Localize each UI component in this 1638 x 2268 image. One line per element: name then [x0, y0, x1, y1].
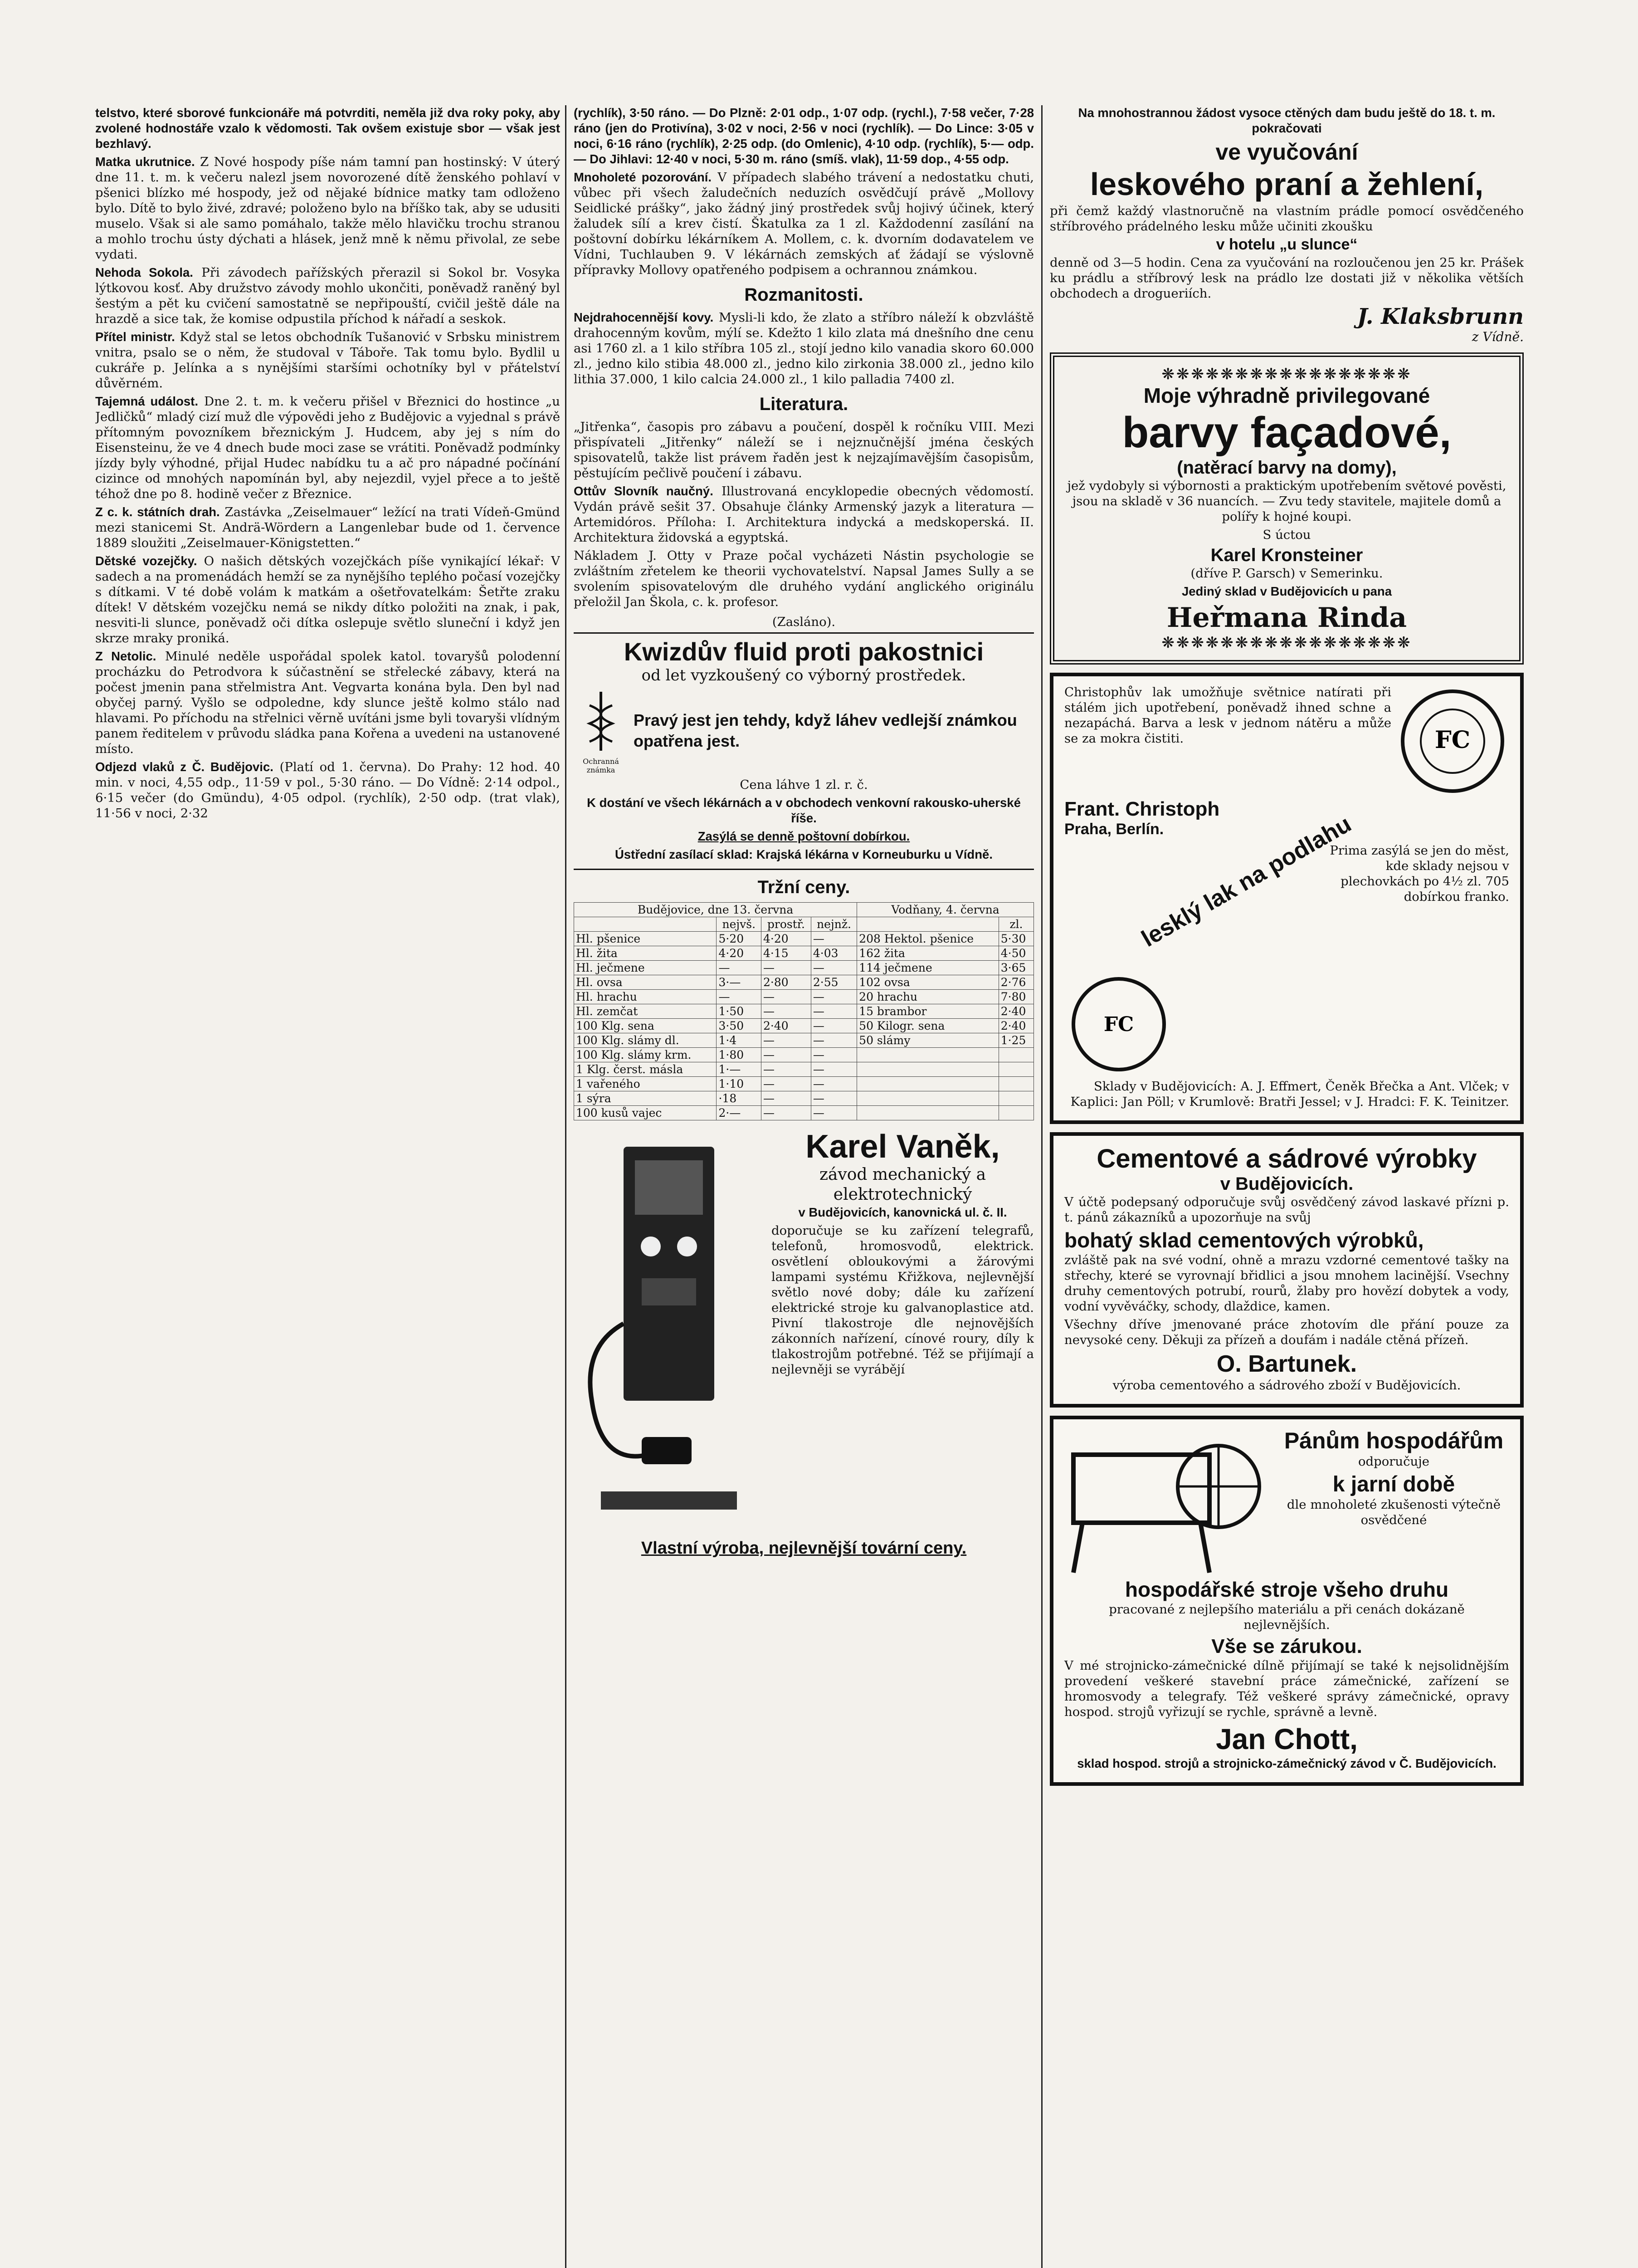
market-cell: 100 kusů vajec	[574, 1106, 717, 1120]
market-body	[574, 932, 1034, 1120]
market-cell: Hl. zemčat	[574, 1004, 717, 1019]
article-title: Z c. k. státních drah.	[95, 505, 220, 519]
rinda-uctou: S úctou	[1263, 528, 1311, 542]
market-cell: 1·25	[999, 1033, 1034, 1048]
market-cell: 7·80	[999, 990, 1034, 1004]
article-text: Když stal se letos obchodník Tušanović v Srbsku ministrem vnitra, psalo se o něm, že studoval v Táboře. Tak tomu bylo. Bydlil u cukráře p. Jelínka a s nynějšími staršími ochotníky byl v přátelství důvěrném.	[95, 330, 560, 391]
market-cell: 1·10	[717, 1077, 761, 1091]
market-cell: 3·65	[999, 961, 1034, 975]
article	[95, 329, 560, 391]
chott-heading: Pánům hospodářům	[1284, 1428, 1504, 1453]
market-cell	[857, 1077, 999, 1091]
market-cell: Hl. ječmene	[574, 961, 717, 975]
market-cell: 1 Klg. čerst. másla	[574, 1062, 717, 1077]
market-cell: 3·—	[717, 975, 761, 990]
train-schedule: (rychlík), 3·50 ráno. — Do Plzně: 2·01 odp., 1·07 odp. (rychl.), 7·58 večer, 7·28 ráno (jen do Protivína), 3·02 v noci, 2·56 v noci (rychlík). — Do Lince: 3·05 v noci, 6·16 ráno (rychlík), 2·25 odp. (do Omlenic), 4·10 odp. (rychlík), 5·— odp. — Do Jihlavi: 12·40 v noci, 5·30 m. ráno (smíš. vlak), 11·59 dop., 4·55 odp.	[574, 106, 1034, 166]
christoph-seal-icon	[1396, 684, 1509, 798]
market-cell: 1·80	[717, 1048, 761, 1062]
market-table: Budějovice, dne 13. června Vodňany, 4. června nejvš. prostř. nejnž. zl. Hl. pšenice 5·20 4·20 — 208 Hektol. pšenice 5·30 Hl. žita 4·20 4·15 4·03 162 žita 4·50 Hl. ječmene — — — 114 ječmene 3·65 Hl. ovsa 3·— 2·80 2·55 102 ovsa 2·76 Hl. hrachu — — — 20 hrachu 7·80 Hl. zemčat 1·50 — — 15 brambor 2·40 100 Klg. sena 3·50 2·40 — 50 Kilogr. sena 2·40 100 Klg. slámy dl. 1·4 — — 50 slámy 1·25 100 Klg. slámy krm. 1·80 — — 1 Klg. čerst. másla 1·— — — 1 vařeného 1·10 — — 1 sýra ·18 — — 100 kusů vajec 2·— — —	[574, 902, 1034, 1120]
market-cell: 50 Kilogr. sena	[857, 1019, 999, 1033]
article-title: Odjezd vlaků z Č. Budějovic.	[95, 760, 273, 774]
market-row	[574, 946, 1034, 961]
article-text: Dne 2. t. m. k večeru přišel v Březnici do hostince „u Jedličků“ mladý cizí muž dle výpovědi jeho z Budějovic a vyjednal s právě přítomným povozníkem březnickým J. Hudcem, aby jej s ním do Eisensteinu, že ve 4 dnech bude moci zase se vrátiti. Poněvadž podmínky jízdy byly výhodné, přijal Hudec nabídku tu a ač pro nápadné počínání cizince od mnohých napomínán byl, aby nejezdil, vyjel přece a to ještě téhož dne po 8. hodině večer z Březnice.	[95, 394, 560, 501]
article-title: Přítel ministr.	[95, 330, 175, 344]
telephone-illustration	[574, 1129, 764, 1539]
market-cell: 1 vařeného	[574, 1077, 717, 1091]
article-text: (Platí od 1. června). Do Prahy: 12 hod. 40 min. v noci, 4,55 odp., 11·59 v pol., 5·30 ráno. — Do Vídně: 2·14 odpol., 6·15 večer (do Gmündu), 4·05 odpol. (rychlík), 2·50 odp. (trat vlak), 11·56 v noci, 2·32	[95, 760, 560, 821]
rinda-subtitle: (natěrací barvy na domy),	[1177, 458, 1397, 478]
market-cell: —	[761, 1004, 811, 1019]
chott-text2: pracované z nejlepšího materiálu a při cenách dokázaně nejlevnějších.	[1109, 1602, 1465, 1632]
bartunek-text1: V účtě podepsaný odporučuje svůj osvědčený závod laskavé přízni p. t. pánů zákazníků a upozorňuje na svůj	[1064, 1195, 1509, 1225]
article-title: Ottův Slovník naučný.	[574, 484, 713, 498]
column-rule	[565, 105, 566, 2268]
market-row	[574, 1048, 1034, 1062]
kwizda-price: Cena láhve 1 zl. r. č.	[740, 777, 868, 792]
article-text: Mysli-li kdo, že zlato a stříbro náleží k obzvláště drahocenným kovům, mýlí se. Kdežto 1 kilo zlata má dnešního dne cenu asi 1760 zl. a 1 kilo stříbra 105 zl., stojí jedno kilo vanadia skoro 60.000 zl., jedno kilo stibia 48.000 zl., jedno kilo zirkonia 38.000 zl., jedno kilo lithia 37.000, 1 kilo calcia 24.000 zl., 1 kilo palladia 7400 zl.	[574, 310, 1034, 386]
kwizda-ad	[574, 632, 1034, 870]
section-heading-market: Tržní ceny.	[757, 877, 850, 897]
intro-text: telstvo, které sborové funkcionáře má potvrditi, neměla již dva roky poky, aby zvolené hodnostáře vzalo k vědomosti. Tak ovšem existuje sbor — však jest bezhlavý.	[95, 106, 560, 151]
market-cell: 5·20	[717, 932, 761, 946]
rinda-name: Karel Kronsteiner	[1210, 545, 1363, 565]
market-cell: —	[811, 1091, 857, 1106]
vanek-footer: Vlastní výroba, nejlevnější tovární ceny.	[641, 1539, 967, 1558]
zaslano-label: (Zasláno).	[772, 615, 836, 629]
market-cell: 1·50	[717, 1004, 761, 1019]
column-rule	[1041, 105, 1043, 2268]
market-cell: —	[761, 1077, 811, 1091]
market-cell: 2·55	[811, 975, 857, 990]
market-cell: —	[811, 1048, 857, 1062]
market-cell: —	[811, 961, 857, 975]
market-row	[574, 1019, 1034, 1033]
article-text: Minulé neděle uspořádal spolek katol. tovaryšů polodenní procházku do Petrodvora k súčastnění se střelecké zábavy, která na počest jmenin pana střelmistra Ant. Vegvarta konána byla. Den byl nad obyčej parný. Vyšlo se odpoledne, kdy slunce ještě kolmo stálo nad hlavami. Po příchodu na střelnici věrně uvítáni jsme byli tovaryši vlídným panem ředitelem v průvodu sládka pana Kořena a uvedeni na ustanovené místo.	[95, 649, 560, 756]
article	[95, 649, 560, 757]
market-cell: 1 sýra	[574, 1091, 717, 1106]
market-left-head: Budějovice, dne 13. června	[574, 903, 857, 917]
farm-machine-illustration	[1064, 1427, 1273, 1577]
klak-text: při čemž každý vlastnoručně na vlastním prádle pomocí osvědčeného stříbrového prádelného lesku může učiniti zkoušku	[1050, 204, 1524, 234]
market-cell	[999, 1106, 1034, 1120]
market-row	[574, 932, 1034, 946]
market-cell: —	[811, 932, 857, 946]
market-cell	[999, 1048, 1034, 1062]
market-cell: 2·76	[999, 975, 1034, 990]
rinda-ad	[1050, 352, 1524, 665]
article-title: Matka ukrutnice.	[95, 155, 195, 169]
market-cell: 2·40	[999, 1004, 1034, 1019]
klak-heading2: leskového praní a žehlení,	[1090, 166, 1484, 202]
market-row	[574, 1062, 1034, 1077]
market-col-head: nejnž.	[811, 917, 857, 932]
chott-text1: dle mnoholeté zkušenosti výtečně osvědčené	[1287, 1497, 1501, 1527]
kwizda-title: Kwizdův fluid proti pakostnici	[624, 637, 984, 666]
svg-text:FC: FC	[1434, 726, 1471, 754]
market-cell: 208 Hektol. pšenice	[857, 932, 999, 946]
market-cell: —	[761, 1033, 811, 1048]
market-cell: Hl. pšenice	[574, 932, 717, 946]
bartunek-name: O. Bartunek.	[1216, 1351, 1357, 1377]
market-cell: 3·50	[717, 1019, 761, 1033]
market-cell: 2·40	[761, 1019, 811, 1033]
chott-guarantee: Vše se zárukou.	[1211, 1635, 1362, 1657]
market-cell: —	[811, 1077, 857, 1091]
bartunek-text3: Všechny dříve jmenované práce zhotovím dle přání pouze za nevysoké ceny. Děkuji za přízeň a doufám i nadále ctěná přízeň.	[1064, 1317, 1509, 1347]
market-row	[574, 1091, 1034, 1106]
market-cell: 4·50	[999, 946, 1034, 961]
market-cell: 4·03	[811, 946, 857, 961]
kwizda-subtitle: od let vyzkoušený co výborný prostředek.	[641, 666, 966, 684]
market-cell	[857, 1106, 999, 1120]
chott-season: k jarní době	[1332, 1472, 1455, 1496]
market-cell: 4·20	[761, 932, 811, 946]
rinda-heading2: barvy façadové,	[1122, 408, 1452, 457]
column-news	[95, 105, 560, 2268]
article-text: Z Nové hospody píše nám tamní pan hostinský: V úterý dne 11. t. m. k večeru nalezl jsem novorozené dítě ženského pohlaví v pšenici blízko mé hospody, jež od nějaké bídnice matky tam odloženo bylo. Dítě to bylo živé, zdravé; položeno bylo na bříško tak, aby se udusiti muselo. Však si ale samo pomáhalo, takže mělo hlavičku trochu stranou a mohlo trochu ústy dýchati a hlásek, jenž mně k němu přivolal, ze sebe vydati.	[95, 155, 560, 262]
market-cell: Hl. ovsa	[574, 975, 717, 990]
chott-name: Jan Chott,	[1216, 1723, 1358, 1755]
article-text: Nákladem J. Otty v Praze počal vycházeti Nástin psychologie se zvláštním zřetelem ke theorii vychovatelství. Napsal James Sully a se svolením spisovatelovým dle druhého vydání anglického originálu přeložil Jan Škola, c. k. profesor.	[574, 548, 1034, 609]
market-cell	[857, 1062, 999, 1077]
market-row	[574, 1106, 1034, 1120]
market-cell: 15 brambor	[857, 1004, 999, 1019]
market-cell: 1·4	[717, 1033, 761, 1048]
market-cell: —	[717, 990, 761, 1004]
article-title: Dětské vozejčky.	[95, 554, 197, 568]
article	[95, 504, 560, 551]
market-cell: —	[761, 1091, 811, 1106]
kwizda-brand-label: Ochranná známka	[583, 757, 619, 774]
section-heading-rozmanitosti: Rozmanitosti.	[744, 285, 863, 305]
klak-hotel: v hotelu „u slunce“	[1216, 236, 1358, 253]
market-right-head: Vodňany, 4. června	[857, 903, 1034, 917]
rinda-text: jež vydobyly si výbornosti a praktickým upotřebením světové pověsti, jsou na skladě v 36 nuancích. — Zvu tedy stavitele, majitele domů a polířy k hojné koupi.	[1067, 479, 1506, 524]
vanek-address: v Budějovicích, kanovnická ul. č. II.	[798, 1205, 1007, 1219]
chott-footer: sklad hospod. strojů a strojnicko-zámečnický závod v Č. Budějovicích.	[1077, 1756, 1497, 1770]
market-cell: 2·—	[717, 1106, 761, 1120]
rinda-heading1: Moje výhradně privilegované	[1143, 384, 1430, 407]
article-text: Illustrovaná encyklopedie obecných vědomostí. Vydán právě sešit 37. Obsahuje články Armenský jazyk a literatura — Artemidóros. Příloha: I. Architektura indycká a medskoperská. II. Architektura židovská a egyptská.	[574, 484, 1034, 545]
market-cell: 5·30	[999, 932, 1034, 946]
market-cell: 2·40	[999, 1019, 1034, 1033]
market-row	[574, 975, 1034, 990]
telephone-icon	[574, 1129, 764, 1537]
market-cell: —	[811, 1106, 857, 1120]
klaksbrunn-ad	[1050, 105, 1524, 344]
vanek-name: Karel Vaněk,	[805, 1129, 1000, 1165]
market-col-head: nejvš.	[717, 917, 761, 932]
vanek-subtitle: závod mechanický a elektrotechnický	[819, 1165, 986, 1204]
market-row	[574, 1004, 1034, 1019]
market-cell: ·18	[717, 1091, 761, 1106]
article-title: Nehoda Sokola.	[95, 265, 193, 279]
market-cell: —	[811, 990, 857, 1004]
article	[95, 265, 560, 327]
market-cell: 4·20	[717, 946, 761, 961]
market-cell: 50 slámy	[857, 1033, 999, 1048]
market-cell: Hl. žita	[574, 946, 717, 961]
article-text: „Jitřenka“, časopis pro zábavu a poučení, dospěl k ročníku VIII. Mezi přispívateli „Jitřenky“ náleží se i nejznučnější jména českých spisovatelů, takže list právem řaděn jest k nejzajímavějším časopisům, pěstujícím pečlivě poučení i zábavu.	[574, 420, 1034, 480]
bartunek-city: v Budějovicích.	[1220, 1174, 1354, 1194]
market-cell	[999, 1062, 1034, 1077]
ornament-border: ❋❋❋❋❋❋❋❋❋❋❋❋❋❋❋❋❋	[1161, 365, 1412, 383]
market-cell: —	[811, 1019, 857, 1033]
market-cell	[857, 1048, 999, 1062]
market-cell	[999, 1091, 1034, 1106]
market-cell: 2·80	[761, 975, 811, 990]
chott-text3: V mé strojnicko-zámečnické dílně přijímají se také k nejsolidnějším provedení veškeré stavební práce zámečnické, zařízení se hromosvody a telegrafy. Též veškeré správy zámečnické, opravy hospod. strojů vyřizují se rychle, správně a levně.	[1064, 1658, 1509, 1719]
market-cell: 4·15	[761, 946, 811, 961]
ornament-border: ❋❋❋❋❋❋❋❋❋❋❋❋❋❋❋❋❋	[1161, 634, 1412, 652]
rinda-big-name: Heřmana Rinda	[1166, 602, 1407, 634]
vanek-ad	[574, 1129, 1034, 1539]
moll-title: Mnoholeté pozorování.	[574, 170, 712, 184]
market-row	[574, 1077, 1034, 1091]
article	[95, 154, 560, 262]
moll-text: V případech slabého trávení a nedostatku chuti, vůbec při všech žaludečních neduzích osvědčují právě „Mollovy Seidlické prášky“, jako žádný jiný prostředek svůj hojivý účinek, který žaludek sílí a krev čistí. Škatulka za 1 zl. Každodenní zasílání na poštovní dobírku lékárníkem A. Mollem, c. k. dvorním dodavatelem ve Vídni, Tuchlauben 9. V lékárnách zemských ať žádají se výslovně přípravky Mollovy opatřeného podpisem a ochrannou známkou.	[574, 170, 1034, 277]
rinda-former: (dříve P. Garsch) v Semerinku.	[1190, 566, 1383, 581]
market-cell: —	[811, 1004, 857, 1019]
market-cell: 100 Klg. slámy dl.	[574, 1033, 717, 1048]
caduceus-icon	[576, 687, 626, 755]
christoph-seal-icon	[1064, 843, 1318, 1079]
klak-signature: J. Klaksbrunn	[1357, 304, 1524, 329]
kwizda-trademark	[574, 687, 628, 774]
market-cell: 100 Klg. sena	[574, 1019, 717, 1033]
chott-big: hospodářské stroje všeho druhu	[1125, 1578, 1449, 1601]
bartunek-big: bohatý sklad cementových výrobků,	[1064, 1228, 1424, 1252]
market-cell: —	[761, 1106, 811, 1120]
christoph-right-text: Prima zasýlá se jen do měst, kde sklady nejsou v plechovkách po 4½ zl. 705 dobírkou franko.	[1330, 843, 1509, 904]
kwizda-warning: Pravý jest jen tehdy, když láhev vedlejší známkou opatřena jest.	[634, 711, 1017, 750]
christoph-intro: Christophův lak umožňuje světnice natírati při stálém jich upotřebení, poněvadž ihned schne a nezapáchá. Barva a lesk v jednom nátěru a může se za mokra čistiti.	[1064, 685, 1391, 746]
column-middle	[574, 105, 1034, 2268]
market-row	[574, 990, 1034, 1004]
christoph-sklady: Sklady v Budějovicích: A. J. Effmert, Čeněk Břečka a Ant. Vlček; v Kaplici: Jan Pöll; v Krumlově: Bratři Jessel; v J. Hradci: F. K. Teinitzer.	[1070, 1079, 1509, 1109]
market-cell: 20 hrachu	[857, 990, 999, 1004]
column-ads	[1050, 105, 1524, 2268]
market-cell: 1·—	[717, 1062, 761, 1077]
section-heading-literatura: Literatura.	[759, 394, 848, 414]
bartunek-ad	[1050, 1132, 1524, 1408]
rinda-sklad: Jediný sklad v Budějovicích u pana	[1181, 584, 1392, 598]
christoph-ad	[1050, 673, 1524, 1124]
vanek-text: doporučuje se ku zařízení telegrafů, telefonů, hromosvodů, elektrick. osvětlení obloukovými a žárovými lampami systému Křižkova, nejlevnější světlo nové doby; dále ku zařízení elektrické stroje ku galvanoplastice atd. Pivní tlakostroje dle nejnovějších zákonních nařízení, cínové roury, díly k tlakostrojům potřebné. Též se přijímají a nejlevněji se vyrábějí	[771, 1223, 1034, 1377]
market-cell: —	[761, 961, 811, 975]
chott-ad	[1050, 1416, 1524, 1786]
market-cell: —	[761, 990, 811, 1004]
klak-intro: Na mnohostrannou žádost vysoce ctěných dam budu ještě do 18. t. m. pokračovati	[1078, 106, 1496, 135]
market-cell: 100 Klg. slámy krm.	[574, 1048, 717, 1062]
bartunek-heading: Cementové a sádrové výrobky	[1097, 1144, 1477, 1173]
kwizda-post: Zasýlá se denně poštovní dobírkou.	[697, 829, 910, 843]
kwizda-central: Ústřední zasílací sklad: Krajská lékárna v Korneuburku u Vídně.	[615, 847, 993, 861]
market-cell: 162 žita	[857, 946, 999, 961]
market-cell: —	[811, 1062, 857, 1077]
svg-text:FC: FC	[1103, 1013, 1134, 1036]
article-text: Při závodech pařížských přerazil si Sokol br. Vosyka lýtkovou kosť. Aby družstvo závody mohlo ukončiti, poněvadž raněný byl šestým a pět ku cvičení samostatně se nepřipouští, cvičil ještě dále na hrazdě a sice tak, že komise odpustila příchod k nářadí a seskok.	[95, 265, 560, 326]
klak-heading1: ve vyučování	[1215, 139, 1358, 165]
market-cell: 114 ječmene	[857, 961, 999, 975]
market-cell	[999, 1077, 1034, 1091]
market-cell: Hl. hrachu	[574, 990, 717, 1004]
bartunek-role: výroba cementového a sádrového zboží v Budějovicích.	[1112, 1378, 1461, 1393]
article	[95, 394, 560, 502]
market-cell: —	[717, 961, 761, 975]
bartunek-text2: zvláště pak na své vodní, ohně a mrazu vzdorné cementové tašky na střechy, které se vyrovnají břidlici a jsou mnohem lacinější. Vsechny druhy cementových potrubí, rourů, žlaby pro hovězí dobytek a vody, vodní vyvěváčky, schody, dlaždice, kamen.	[1064, 1253, 1509, 1314]
christoph-city: Praha, Berlín.	[1064, 821, 1164, 838]
christoph-diagonal-text: lesklý lak na podlahu	[1137, 811, 1356, 953]
article-text: Zastávka „Zeiselmauer“ ležící na trati Vídeň-Gmünd mezi stanicemi St. Andrä-Wördern a Langenlebar bude od 1. července 1889 sloužiti „Zeiselmauer-Königstetten.“	[95, 505, 560, 550]
article-text: O našich dětských vozejčkách píše vynikající lékař: V sadech a na promenádách hemží se za nynějšího teplého počasí vozejčky s dítkami. V té době volám k matkám a ošetřovatelkám: Šetřte zraku dítek! V dětském vozejčku nemá se nikdy dítko položiti na znak, i pak, nesviti-li slunce, poněvadž oči dítka oslepuje světlo sluneční i když jen skrze mraky proniká.	[95, 554, 560, 645]
market-cell: —	[811, 1033, 857, 1048]
article	[95, 553, 560, 646]
market-cell	[857, 1091, 999, 1106]
article-title: Z Netolic.	[95, 649, 156, 663]
market-col-head: prostř.	[761, 917, 811, 932]
klak-text2: denně od 3—5 hodin. Cena za vyučování na rozloučenou jen 25 kr. Prášek ku prádlu a stříbrový lesk na prádlo lze dostati již v několika větších obchodech a drogueriích.	[1050, 255, 1524, 301]
market-row	[574, 1033, 1034, 1048]
market-cell: —	[761, 1062, 811, 1077]
market-cell: 102 ovsa	[857, 975, 999, 990]
kwizda-availability: K dostání ve všech lékárnách a v obchodech venkovní rakousko-uherské říše.	[587, 796, 1021, 825]
christoph-name: Frant. Christoph	[1064, 798, 1220, 820]
chott-sub: odporučuje	[1358, 1454, 1430, 1469]
article-title: Tajemná událost.	[95, 394, 198, 408]
article-title: Nejdrahocennější kovy.	[574, 310, 714, 324]
market-row	[574, 961, 1034, 975]
market-cell: —	[761, 1048, 811, 1062]
article	[95, 759, 560, 821]
klak-city: z Vídně.	[1472, 329, 1524, 344]
